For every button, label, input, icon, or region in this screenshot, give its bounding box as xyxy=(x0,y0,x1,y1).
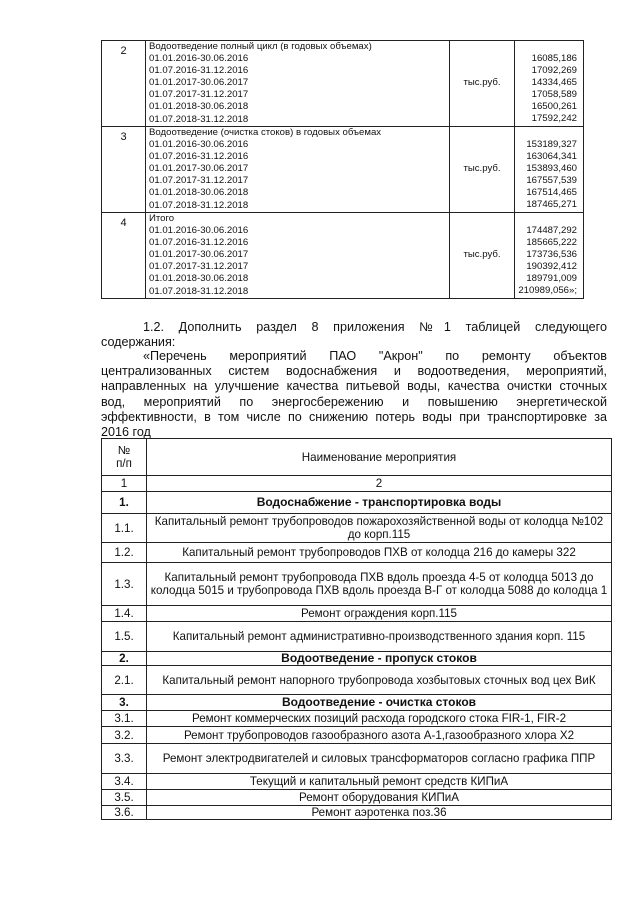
measures-table xyxy=(101,438,612,820)
tariff-value: 16085,186 xyxy=(531,53,577,64)
tariff-period: 01.07.2017-31.12.2017 xyxy=(149,175,249,187)
tariff-value: 16500,261 xyxy=(531,101,577,113)
section-row xyxy=(102,492,612,514)
title-line: эффективности, в том числе по снижению потерь воды при транспортировке за xyxy=(101,409,607,424)
tariff-period: 01.07.2017-31.12.2017 xyxy=(149,261,249,273)
tariff-row-title: Итого xyxy=(149,213,175,224)
num-header-line-2: п/п xyxy=(116,457,132,470)
tariff-value: 185665,222 xyxy=(526,237,577,249)
tariff-value: 173736,536 xyxy=(526,249,577,261)
tariff-period: 01.01.2018-30.06.2018 xyxy=(149,273,249,285)
tariff-row xyxy=(102,41,584,127)
tariff-values xyxy=(515,213,584,299)
measure-name: Ремонт трубопроводов газообразного азота А-1,газообразного хлора Х2 xyxy=(147,727,612,744)
measure-row xyxy=(102,514,612,543)
measure-name: Текущий и капитальный ремонт средств КИПиА xyxy=(147,774,612,790)
tariff-row-description xyxy=(146,213,450,299)
measure-row xyxy=(102,744,612,774)
measure-row xyxy=(102,727,612,744)
tariff-unit: тыс.руб. xyxy=(450,41,515,127)
tariff-period: 01.01.2017-30.06.2017 xyxy=(149,249,249,261)
tariff-row-number: 3 xyxy=(102,127,146,213)
measure-name: Ремонт электродвигателей и силовых трансформаторов согласно графика ППР xyxy=(147,744,612,774)
tariff-period: 01.07.2016-31.12.2016 xyxy=(149,237,249,249)
measure-number: 3.6. xyxy=(102,806,147,820)
tariff-row-number: 2 xyxy=(102,41,146,127)
measures-header-row xyxy=(102,439,612,476)
tariff-unit: тыс.руб. xyxy=(450,127,515,213)
tariff-value: 167557,539 xyxy=(526,175,577,187)
measure-number: 3.4. xyxy=(102,774,147,790)
amendment-paragraph xyxy=(101,320,607,350)
measure-row xyxy=(102,806,612,820)
measure-row xyxy=(102,711,612,727)
measure-name: Водоотведение - пропуск стоков xyxy=(147,652,612,666)
column-index-row xyxy=(102,476,612,492)
tariff-period: 01.01.2017-30.06.2017 xyxy=(149,77,249,89)
tariff-value: 153893,460 xyxy=(526,163,577,175)
tariff-period: 01.01.2016-30.06.2016 xyxy=(149,53,249,65)
measure-number: 3.3. xyxy=(102,744,147,774)
tariff-period: 01.01.2017-30.06.2017 xyxy=(149,163,249,175)
measure-number: 1.5. xyxy=(102,622,147,652)
measure-name: Ремонт оборудования КИПиА xyxy=(147,790,612,806)
tariff-values xyxy=(515,127,584,213)
measure-name: Капитальный ремонт напорного трубопровода хозбытовых сточных вод цех ВиК xyxy=(147,666,612,695)
tariff-table xyxy=(101,40,584,299)
measure-name: Ремонт коммерческих позиций расхода городского стока FIR-1, FIR-2 xyxy=(147,711,612,727)
tariff-value: 189791,009 xyxy=(526,273,577,285)
tariff-value: 190392,412 xyxy=(526,261,577,273)
measure-name: Водоснабжение - транспортировка воды xyxy=(147,492,612,514)
measure-number: 1.1. xyxy=(102,514,147,543)
tariff-period: 01.07.2017-31.12.2017 xyxy=(149,89,249,101)
tariff-value: 174487,292 xyxy=(526,225,577,236)
measure-name: Ремонт ограждения корп.115 xyxy=(147,606,612,622)
tariff-row xyxy=(102,127,584,213)
section-row xyxy=(102,652,612,666)
tariff-period: 01.01.2016-30.06.2016 xyxy=(149,225,249,237)
measure-number: 3.1. xyxy=(102,711,147,727)
measure-number: 1.3. xyxy=(102,563,147,606)
tariff-value: 14334,465 xyxy=(531,77,577,89)
num-header xyxy=(102,439,147,476)
measure-name: Капитальный ремонт административно-производственного здания корп. 115 xyxy=(147,622,612,652)
tariff-period: 01.07.2016-31.12.2016 xyxy=(149,65,249,77)
measure-number: 1.2. xyxy=(102,543,147,563)
tariff-period: 01.07.2018-31.12.2018 xyxy=(149,199,249,211)
amendment-line-2: содержания: xyxy=(101,335,176,350)
tariff-period: 01.01.2016-30.06.2016 xyxy=(149,139,249,151)
measure-number: 3.5. xyxy=(102,790,147,806)
tariff-row-number: 4 xyxy=(102,213,146,299)
measure-name: Капитальный ремонт трубопровода ПХВ вдоль проезда 4-5 от колодца 5013 до колодца 5015 и трубопровода ПХВ вдоль проезда В-Г от колодца 5088 до колодца 1 xyxy=(147,563,612,606)
measure-number: 2. xyxy=(102,652,147,666)
measure-number: 3.2. xyxy=(102,727,147,744)
tariff-period: 01.01.2018-30.06.2018 xyxy=(149,187,249,199)
tariff-row-description xyxy=(146,127,450,213)
tariff-value: 210989,056»; xyxy=(518,285,577,297)
title-line: 2016 год xyxy=(101,425,151,440)
tariff-row xyxy=(102,213,584,299)
measure-row xyxy=(102,606,612,622)
title-line: вод, мероприятий по энергосбережению и повышению энергетической xyxy=(101,394,607,409)
section-row xyxy=(102,695,612,711)
measure-row xyxy=(102,543,612,563)
measure-number: 3. xyxy=(102,695,147,711)
measure-number: 1.4. xyxy=(102,606,147,622)
measures-list-title xyxy=(101,349,607,440)
name-header: Наименование мероприятия xyxy=(147,439,612,476)
tariff-value: 167514,465 xyxy=(526,187,577,199)
tariff-period: 01.07.2018-31.12.2018 xyxy=(149,113,249,125)
tariff-value: 17592,242 xyxy=(531,113,577,125)
title-line: направленных на улучшение качества питьевой воды, качества очистки сточных xyxy=(101,379,607,394)
measure-number: 1. xyxy=(102,492,147,514)
tariff-period: 01.01.2018-30.06.2018 xyxy=(149,101,249,113)
tariff-value: 153189,327 xyxy=(526,139,577,150)
tariff-period: 01.07.2016-31.12.2016 xyxy=(149,151,249,163)
tariff-value: 17058,589 xyxy=(531,89,577,101)
title-line: централизованных систем водоснабжения и водоотведения, мероприятий, xyxy=(101,364,607,379)
tariff-row-title: Водоотведение полный цикл (в годовых объемах) xyxy=(149,41,372,52)
measure-row xyxy=(102,666,612,695)
tariff-row-title: Водоотведение (очистка стоков) в годовых объемах xyxy=(149,127,382,138)
measure-row xyxy=(102,790,612,806)
column-index-2: 2 xyxy=(147,476,612,492)
measure-row xyxy=(102,774,612,790)
tariff-period: 01.07.2018-31.12.2018 xyxy=(149,285,249,297)
measure-name: Ремонт аэротенка поз.36 xyxy=(147,806,612,820)
title-line: «Перечень мероприятий ПАО "Акрон" по ремонту объектов xyxy=(143,349,607,363)
column-index-1: 1 xyxy=(102,476,147,492)
measure-number: 2.1. xyxy=(102,666,147,695)
tariff-row-description xyxy=(146,41,450,127)
tariff-value: 163064,341 xyxy=(526,151,577,163)
measure-row xyxy=(102,563,612,606)
measure-name: Водоотведение - очистка стоков xyxy=(147,695,612,711)
tariff-unit: тыс.руб. xyxy=(450,213,515,299)
measure-name: Капитальный ремонт трубопроводов пожарохозяйственной воды от колодца №102 до корп.115 xyxy=(147,514,612,543)
measure-name: Капитальный ремонт трубопроводов ПХВ от колодца 216 до камеры 322 xyxy=(147,543,612,563)
amendment-line-1: 1.2. Дополнить раздел 8 приложения №1 таблицей следующего xyxy=(143,320,607,334)
tariff-value: 187465,271 xyxy=(526,199,577,211)
measure-row xyxy=(102,622,612,652)
tariff-values xyxy=(515,41,584,127)
tariff-value: 17092,269 xyxy=(531,65,577,77)
num-header-line-1: № xyxy=(117,444,131,457)
